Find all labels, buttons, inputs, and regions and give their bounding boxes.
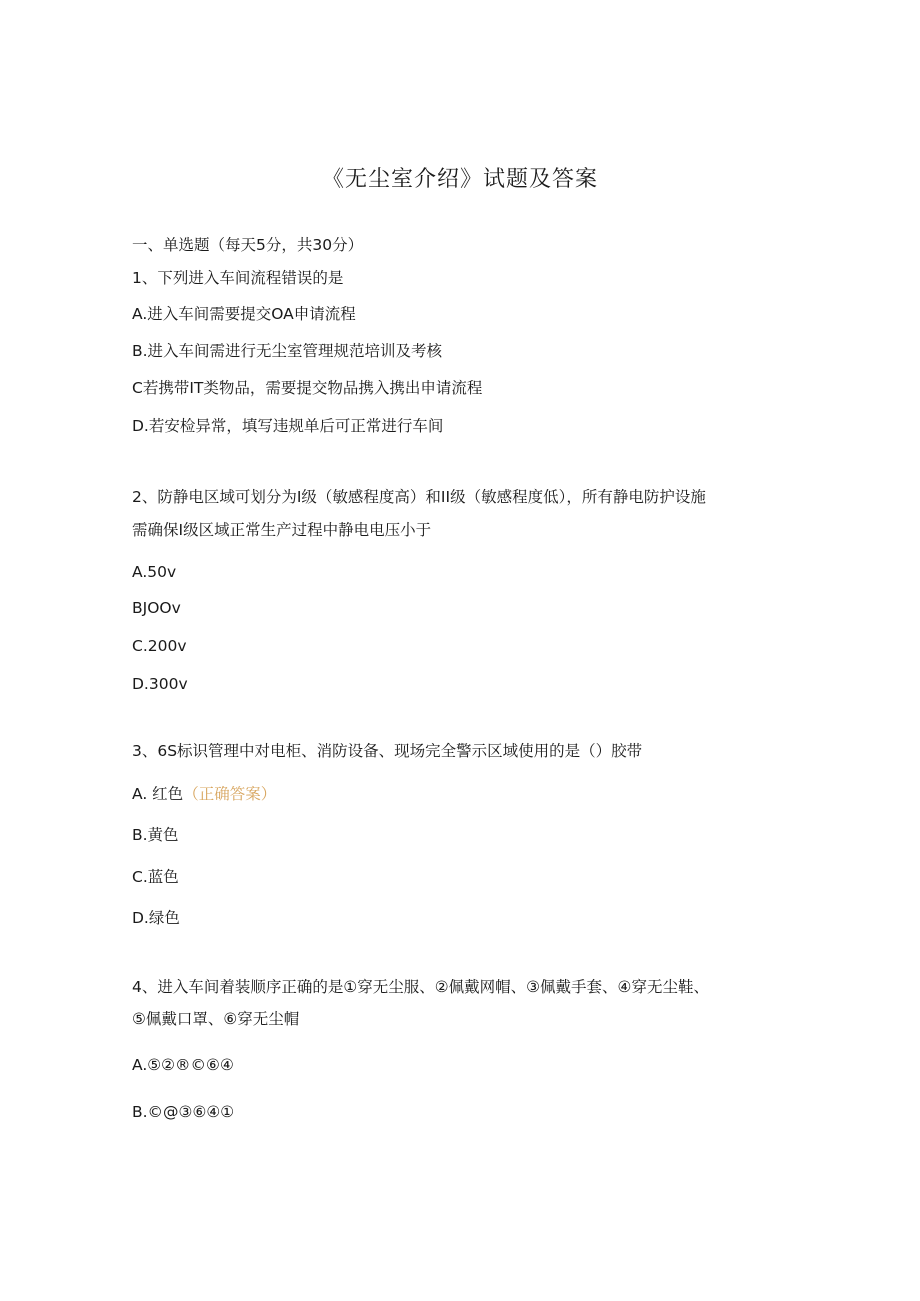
- question-4-option-a: A.⑤②®©⑥④: [132, 1056, 234, 1074]
- question-1-option-c: C若携带IT类物品，需要提交物品携入携出申请流程: [132, 379, 483, 397]
- question-3-option-a: [132, 784, 276, 804]
- question-2-option-c: C.200v: [132, 637, 187, 655]
- question-2-stem-line-1: 2、防静电区域可划分为I级（敏感程度高）和II级（敏感程度低），所有静电防护设施: [132, 488, 706, 506]
- question-3-option-c: C.蓝色: [132, 868, 179, 886]
- question-3-stem: 3、6S标识管理中对电柜、消防设备、现场完全警示区域使用的是（）胶带: [132, 742, 643, 760]
- document-title: 《无尘室介绍》试题及答案: [321, 167, 598, 192]
- question-4-stem-line-1: 4、进入车间着装顺序正确的是①穿无尘服、②佩戴网帽、③佩戴手套、④穿无尘鞋、: [132, 978, 709, 996]
- question-1-option-d: D.若安检异常，填写违规单后可正常进行车间: [132, 417, 444, 435]
- question-4-option-b: B.©@③⑥④①: [132, 1103, 235, 1121]
- question-2-option-a: A.50v: [132, 563, 177, 581]
- question-1-option-b: B.进入车间需进行无尘室管理规范培训及考核: [132, 342, 443, 360]
- question-2-option-d: D.300v: [132, 675, 188, 693]
- question-1-stem: 1、下列进入车间流程错误的是: [132, 269, 344, 287]
- question-3-option-b: B.黄色: [132, 826, 179, 844]
- question-2-stem-line-2: 需确保I级区域正常生产过程中静电电压小于: [132, 521, 432, 539]
- section-heading: 一、单选题（每天5分，共30分）: [132, 236, 364, 254]
- correct-answer-label: （正确答案）: [183, 785, 277, 803]
- question-3-option-a-text: A. 红色: [132, 785, 184, 803]
- question-4-stem-line-2: ⑤佩戴口罩、⑥穿无尘帽: [132, 1010, 300, 1028]
- question-3-option-d: D.绿色: [132, 909, 180, 927]
- question-2-option-b: BJOOv: [132, 599, 181, 617]
- question-1-option-a: A.进入车间需要提交OA申请流程: [132, 305, 356, 323]
